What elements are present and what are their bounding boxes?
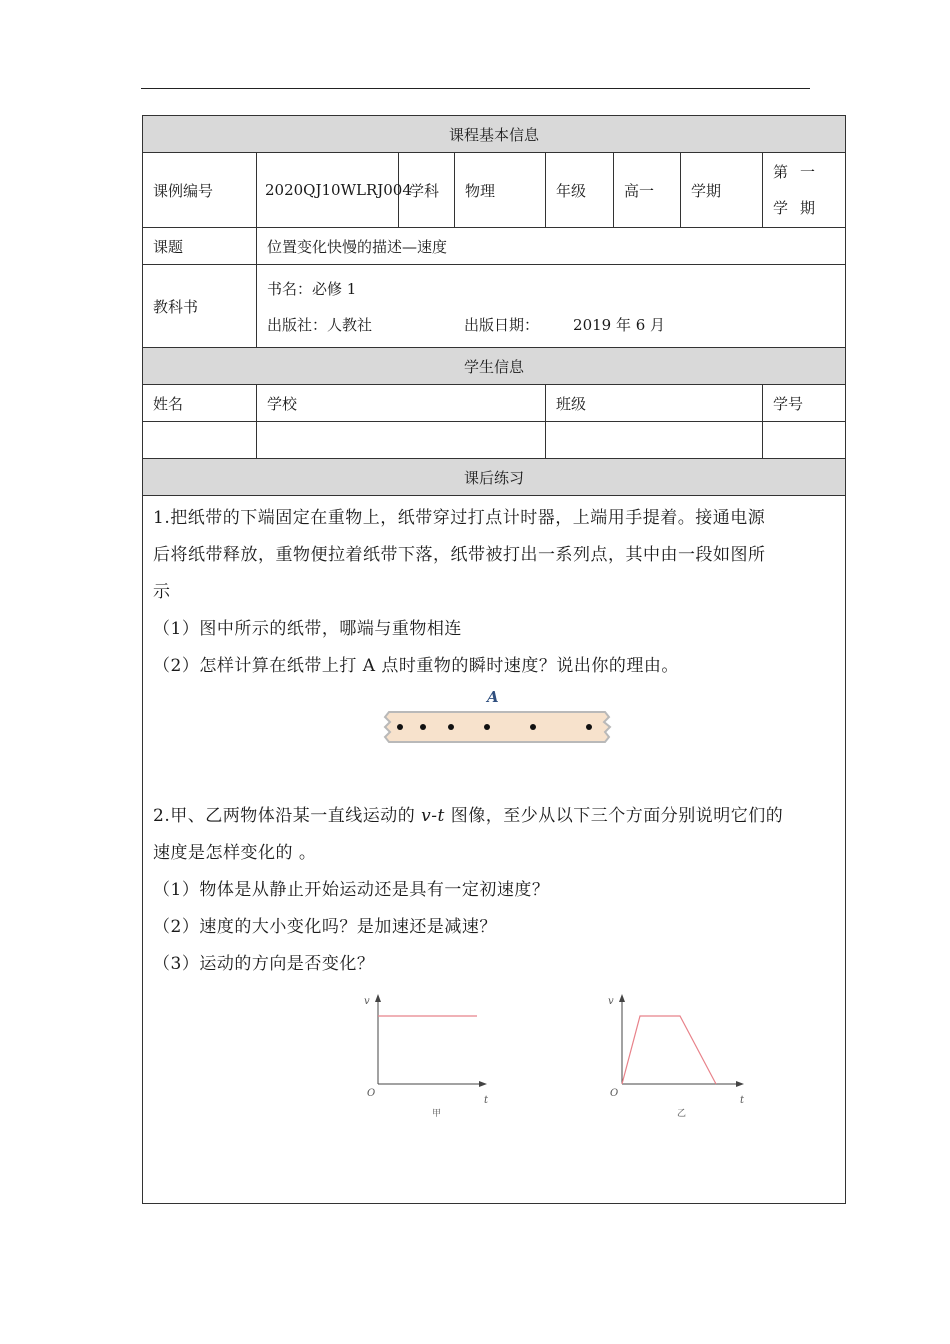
q2-suffix: 图像，至少从以下三个方面分别说明它们的 [444,806,784,826]
graph-b-origin-label: O [610,1088,619,1099]
paper-tape [385,712,610,742]
case-id-label: 课例编号 [143,153,257,228]
course-info-header: 课程基本信息 [143,116,846,153]
term-value: 第一学期 [763,153,846,228]
case-id-value: 2020QJ10WLRJ004 [257,153,399,228]
tape-dot [397,724,403,730]
textbook-label: 教科书 [153,298,199,316]
q1-sub-2: （2）怎样计算在纸带上打 A 点时重物的瞬时速度？说出你的理由。 [153,656,679,676]
q1-line-1: 1.把纸带的下端固定在重物上，纸带穿过打点计时器，上端用手提着。接通电源 [153,508,766,528]
q1-sub-1: （1）图中所示的纸带，哪端与重物相连 [153,619,462,639]
vt-graph-a [353,986,503,1126]
q2-sub-2: （2）速度的大小变化吗？是加速还是减速？ [153,917,497,937]
grade-label: 年级 [546,153,614,228]
graph-b-caption: 乙 [677,1109,687,1119]
exercises-body [143,496,846,1204]
page-header-rule [141,88,810,89]
tape-point-a-label: A [487,688,499,706]
graph-b-x-axis-label: t [740,1095,745,1106]
q1-line-2: 后将纸带释放，重物便拉着纸带下落，纸带被打出一系列点，其中由一段如图所 [153,545,766,565]
q2-sub-3: （3）运动的方向是否变化？ [153,954,375,974]
q2-sub-1: （1）物体是从静止开始运动还是具有一定初速度？ [153,880,550,900]
lesson-table [142,115,846,1204]
book-name: 书名：必修 1 [267,280,357,298]
subject-value: 物理 [455,153,546,228]
publisher: 出版社：人教社 [267,316,373,334]
tape-dot [420,724,426,730]
tape-dot [484,724,490,730]
name-label: 姓名 [143,385,257,422]
school-input-cell[interactable] [257,422,546,459]
class-input-cell[interactable] [546,422,763,459]
exercises-header: 课后练习 [143,459,846,496]
student-id-label: 学号 [763,385,846,422]
subject-label: 学科 [399,153,455,228]
q2-vt-symbol: v-t [421,806,445,826]
graph-b-velocity-line [622,1016,716,1084]
topic-label: 课题 [143,228,257,265]
graph-a-caption: 甲 [432,1109,442,1119]
class-label: 班级 [546,385,763,422]
q1-line-3: 示 [153,582,171,602]
publish-date: 2019 年 6 月 [573,316,666,334]
school-label: 学校 [257,385,546,422]
graph-b-y-axis-label: v [608,996,614,1007]
q2-line-1 [153,798,835,835]
paper-tape-figure [383,686,615,748]
graph-a-x-axis-label: t [484,1095,489,1106]
tape-dot [448,724,454,730]
q2-prefix: 2.甲、乙两物体沿某一直线运动的 [153,806,422,826]
tape-dot [530,724,536,730]
tape-dot [586,724,592,730]
q2-line-2: 速度是怎样变化的 。 [153,843,317,863]
vt-graph-b [598,986,748,1126]
graph-a-y-axis-label: v [364,996,370,1007]
topic-value: 位置变化快慢的描述—速度 [257,228,846,265]
term-label: 学期 [681,153,763,228]
graph-a-origin-label: O [367,1088,376,1099]
name-input-cell[interactable] [143,422,257,459]
student-info-header: 学生信息 [143,348,846,385]
student-id-input-cell[interactable] [763,422,846,459]
grade-value: 高一 [614,153,681,228]
publish-date-label: 出版日期： [464,316,540,334]
